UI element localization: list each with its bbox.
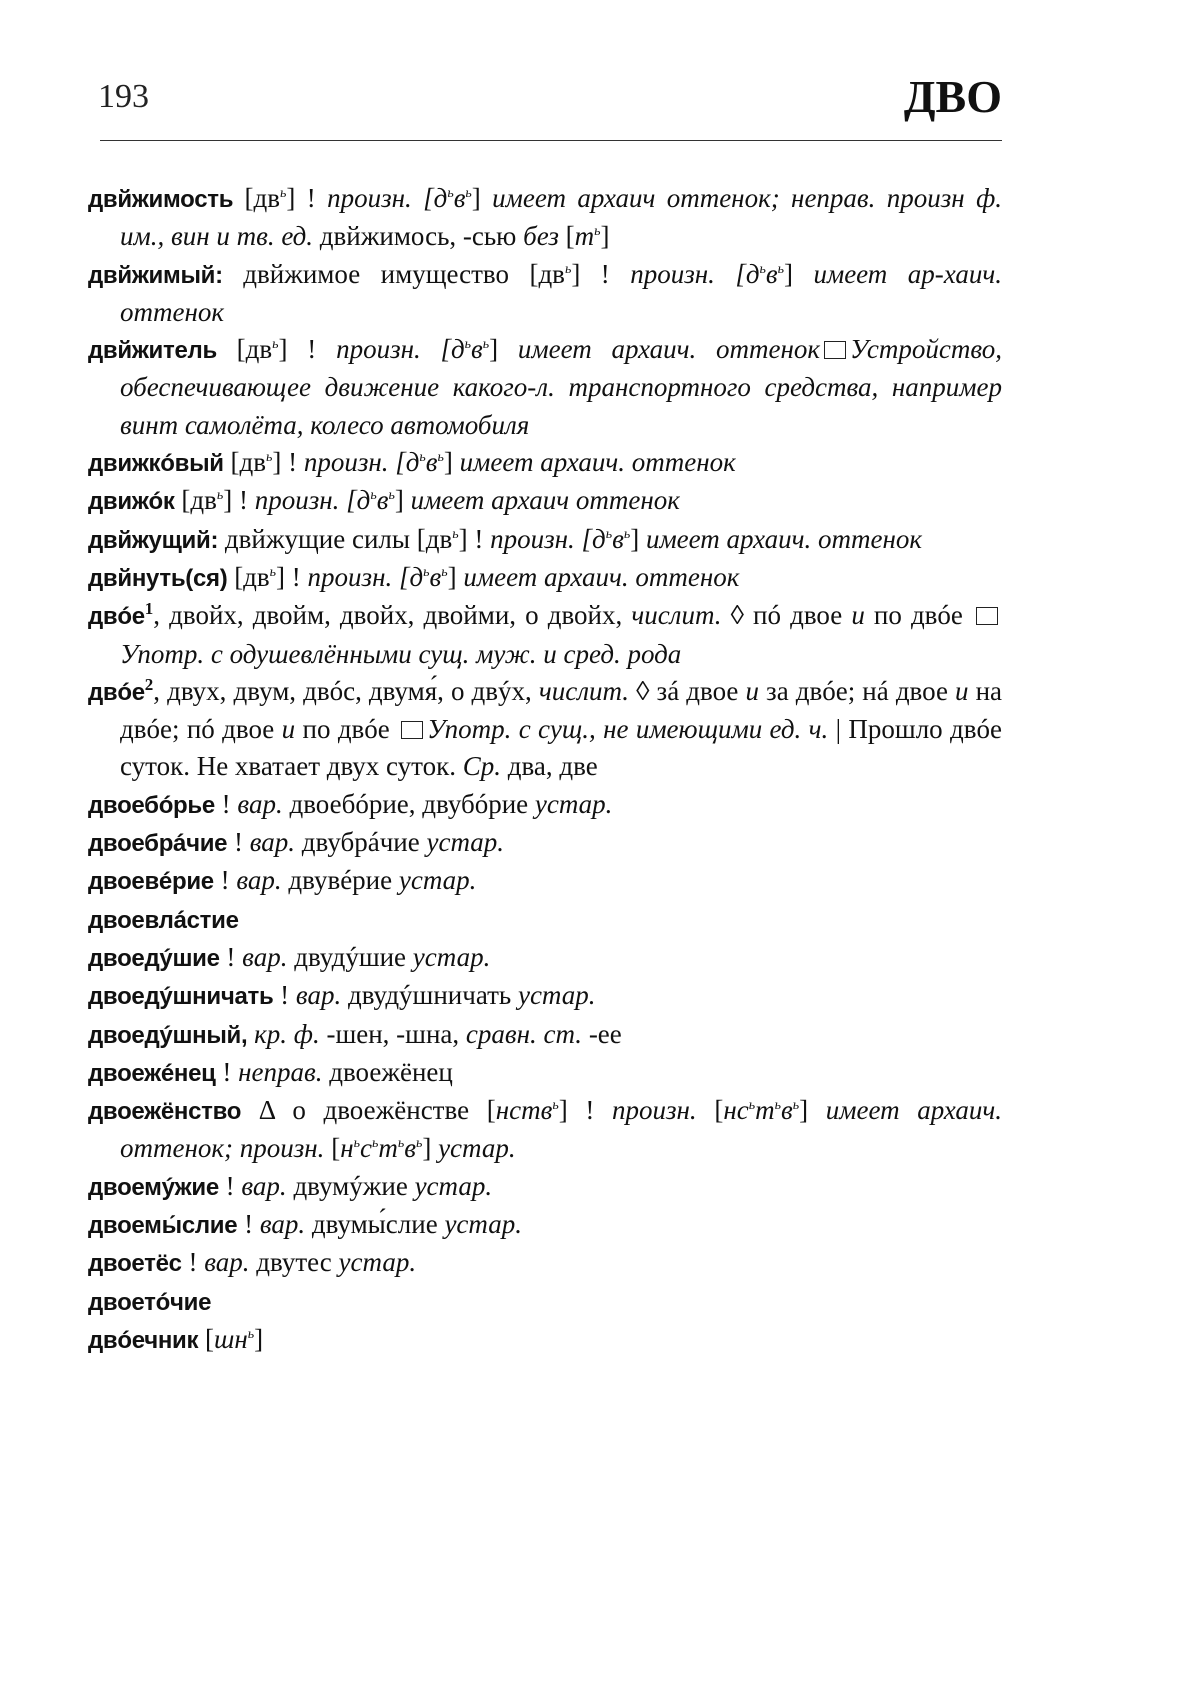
entry-headword: двоедýшный, — [88, 1021, 248, 1049]
entry-note-italic: имеет архаич. оттенок; произн. — [120, 1095, 1002, 1164]
entry-note-italic: т — [378, 1133, 398, 1164]
softness-mark: ь — [464, 337, 472, 353]
entry-headword: двйжитель — [88, 337, 217, 365]
dictionary-entry — [88, 824, 1002, 862]
entry-note-italic: т — [574, 221, 595, 252]
entry-text: ] ! — [223, 485, 255, 516]
entry-note-italic: имеет архаич. оттенок — [645, 523, 923, 554]
entry-headword: двоебóрье — [88, 791, 215, 819]
definition-box-icon — [401, 721, 423, 739]
entry-text: ◊ зá двое — [629, 675, 746, 706]
softness-mark: ь — [605, 526, 613, 542]
entry-headword: движкóвый — [88, 450, 224, 478]
entry-note-italic: в — [765, 258, 778, 289]
entry-headword: двоемы́слие — [88, 1212, 238, 1240]
dictionary-entry — [88, 977, 1002, 1015]
running-head: ДВО — [903, 71, 1002, 122]
entry-note-italic: произн. [д — [490, 523, 606, 554]
softness-mark: ь — [423, 564, 430, 580]
entry-text: [дв — [174, 485, 217, 516]
entry-text: двйжимое имущество [дв — [222, 258, 565, 289]
entry-text: двудýшничать — [341, 980, 518, 1011]
softness-mark: ь — [552, 1098, 559, 1114]
entry-text: двубрáчие — [295, 827, 427, 858]
entry-text: на двóе; пó двое — [120, 675, 1003, 745]
entry-text: два, две — [501, 751, 598, 782]
entry-text: двйжущие силы [дв — [218, 523, 453, 554]
entry-headword: двоетóчие — [88, 1288, 212, 1316]
entry-text: -шен, -шна, — [319, 1018, 466, 1049]
entry-note-italic: числит. — [631, 600, 722, 631]
dictionary-entry — [88, 559, 1002, 597]
entry-note-italic: нс — [723, 1095, 749, 1126]
page-number: 193 — [98, 78, 149, 115]
entry-text: ] ! — [558, 1095, 612, 1126]
entry-text: ] ! — [286, 183, 328, 213]
entry-text: ! — [227, 827, 250, 858]
entry-text: [ — [198, 1323, 214, 1354]
entry-note-italic: в — [376, 485, 389, 516]
softness-mark: ь — [447, 186, 454, 201]
entry-text: ] — [489, 334, 518, 365]
softness-mark: ь — [564, 261, 572, 277]
entry-note-italic: устар. — [444, 1209, 522, 1240]
entry-headword: двйжимость — [88, 186, 234, 213]
softness-mark: ь — [594, 224, 601, 240]
entry-text: ] ! — [276, 561, 308, 592]
entry-note-italic: нств — [495, 1095, 553, 1126]
definition-box-icon — [824, 341, 846, 359]
entry-headword: двóе — [88, 603, 145, 631]
entry-text: [дв — [223, 447, 266, 478]
entry-text: ] — [600, 221, 610, 252]
entry-note-italic: сравн. ст. — [465, 1018, 583, 1049]
entry-text: по двóе — [864, 600, 973, 631]
entry-headword: двоедýшничать — [88, 983, 274, 1011]
entry-headword: двоевéрие — [88, 868, 214, 896]
softness-mark: ь — [465, 186, 472, 201]
entry-text: ! — [237, 1209, 260, 1240]
entry-note-italic: и — [851, 600, 865, 631]
dictionary-entry — [88, 673, 1002, 786]
entry-text: двоебóрие, двубóрие — [282, 788, 535, 819]
dictionary-entry — [88, 939, 1002, 977]
entry-text: ] ! — [571, 258, 631, 289]
entry-text: [ — [324, 1133, 341, 1164]
dictionary-entry — [88, 1016, 1002, 1054]
dictionary-entry — [88, 1168, 1002, 1206]
entry-note-italic: произн. [д — [303, 447, 420, 478]
softness-mark: ь — [748, 1098, 756, 1114]
entry-note-italic: и — [281, 714, 296, 745]
entry-note-italic: н — [340, 1133, 354, 1164]
dictionary-entry — [88, 597, 1002, 673]
entry-text: ] ! — [458, 523, 491, 554]
entry-text: двумы́слие — [305, 1209, 445, 1240]
entry-note-italic: вар. — [249, 827, 296, 858]
entry-note-italic: имеет архаич оттенок; неправ. произн ф. им., вин и тв. ед. — [120, 183, 1002, 252]
entry-headword: двоетёс — [88, 1250, 182, 1278]
entry-note-italic: Употр. с одушевлёнными сущ. муж. и сред. рода — [120, 638, 682, 669]
entry-text: ] — [422, 1133, 439, 1164]
dictionary-entry — [88, 180, 1002, 256]
dictionary-entry — [88, 444, 1002, 482]
header-rule — [100, 140, 1002, 141]
entry-note-italic: вар. — [236, 865, 282, 896]
entry-note-italic: Устройство, обеспечивающее движение какого-л. транспортного средства, например винт самолёта, колесо автомобиля — [120, 334, 1002, 440]
entry-note-italic: в — [404, 1133, 416, 1164]
entry-text: [дв — [216, 334, 273, 365]
entry-note-italic: произн. [д — [630, 258, 760, 289]
softness-mark: ь — [265, 450, 273, 466]
entry-headword: двоебрáчие — [88, 830, 228, 858]
entry-note-italic: в — [429, 561, 442, 592]
softness-mark: ь — [777, 261, 785, 277]
entry-text: ] — [254, 1323, 264, 1354]
entry-text: по двóе — [295, 714, 398, 745]
dictionary-entry — [88, 482, 1002, 520]
entry-note-italic: имеет архаич оттенок — [410, 485, 680, 516]
entry-text: ] — [443, 447, 460, 478]
entry-note-italic: в — [425, 447, 438, 478]
dictionary-entry — [88, 1206, 1002, 1244]
homonym-number: 2 — [144, 674, 154, 694]
entry-text: ] — [799, 1095, 826, 1126]
entry-text: ] — [447, 561, 464, 592]
entry-text: Δ о двоежёнстве [ — [241, 1095, 496, 1126]
homonym-number: 1 — [144, 599, 154, 619]
entry-text: ! — [273, 980, 296, 1011]
dictionary-entry — [88, 256, 1002, 332]
entry-note-italic: т — [755, 1095, 775, 1126]
entry-text: ] — [630, 523, 646, 554]
dictionary-entry — [88, 1321, 1002, 1359]
entry-note-italic: устар. — [398, 865, 477, 896]
entry-note-italic: Употр. с сущ., не имеющими ед. ч. — [427, 714, 829, 745]
entry-note-italic: произн. — [612, 1095, 697, 1126]
softness-mark: ь — [437, 450, 444, 466]
entry-headword: двоежёнство — [88, 1098, 242, 1126]
entry-text: ] — [784, 258, 814, 289]
entry-headword: двоедýшие — [88, 944, 220, 972]
entry-note-italic: в — [471, 334, 483, 365]
entry-note-italic: устар. — [534, 788, 613, 819]
entry-note-italic: в — [453, 183, 466, 213]
softness-mark: ь — [792, 1098, 800, 1114]
entry-note-italic: и — [745, 675, 759, 706]
entry-text: -ее — [582, 1018, 622, 1049]
entry-text: ] ! — [278, 334, 337, 365]
softness-mark: ь — [247, 1326, 255, 1342]
entry-text: ! — [215, 1056, 239, 1087]
entry-note-italic: кр. ф. — [254, 1018, 320, 1049]
entry-note-italic: произн. [д — [254, 485, 371, 516]
entry-note-italic: вар. — [259, 1209, 306, 1240]
entry-note-italic: с — [359, 1133, 372, 1164]
softness-mark: ь — [272, 337, 279, 353]
entry-note-italic: вар. — [295, 980, 342, 1011]
softness-mark: ь — [759, 261, 766, 277]
dictionary-entry — [88, 1244, 1002, 1282]
entry-text: ] — [471, 183, 493, 213]
entry-text: ! — [213, 865, 237, 896]
entry-note-italic: имеет архаич. оттенок — [459, 447, 736, 478]
entry-text: двудýшие — [287, 941, 413, 972]
softness-mark: ь — [216, 488, 224, 504]
dictionary-entry — [88, 521, 1002, 559]
entry-text: ◊ пó двое — [721, 600, 852, 631]
entry-text: [ — [696, 1095, 724, 1126]
entry-text: двйжимось, -сью — [313, 221, 524, 252]
softness-mark: ь — [419, 450, 426, 466]
softness-mark: ь — [353, 1136, 360, 1152]
entry-note-italic: Ср. — [462, 751, 502, 782]
softness-mark: ь — [388, 488, 395, 504]
softness-mark: ь — [774, 1098, 781, 1114]
dictionary-entry — [88, 862, 1002, 900]
entry-text: ] — [394, 485, 411, 516]
entry-note-italic: произн. [д — [307, 561, 424, 592]
entry-headword: двоемýжие — [88, 1173, 219, 1201]
entry-text: , двойх, двойм, двойх, двойми, о двойх, — [153, 600, 632, 631]
entry-note-italic: в — [612, 523, 624, 554]
dictionary-entry — [88, 1092, 1002, 1168]
softness-mark: ь — [415, 1136, 423, 1152]
entry-note-italic: вар. — [204, 1247, 250, 1278]
entry-text: [дв — [233, 183, 280, 213]
entry-note-italic: и — [955, 675, 969, 706]
entry-text: двутес — [249, 1247, 339, 1278]
entry-text: двоежёнец — [322, 1056, 453, 1087]
entry-note-italic: неправ. — [238, 1056, 323, 1087]
entry-note-italic: вар. — [237, 788, 283, 819]
dictionary-entry — [88, 901, 1002, 939]
entry-headword: двйнуть(ся) — [88, 564, 228, 592]
entry-note-italic: устар. — [517, 980, 596, 1011]
entry-note-italic: в — [780, 1095, 793, 1126]
entry-headword: двйжимый: — [88, 261, 223, 289]
entry-text: двувéрие — [281, 865, 399, 896]
softness-mark: ь — [441, 564, 448, 580]
entry-text: , двух, двум, двóс, двумя́, о двýх, — [153, 675, 539, 706]
softness-mark: ь — [452, 526, 459, 542]
entry-text: ] ! — [272, 447, 304, 478]
entry-note-italic: числит. — [538, 675, 630, 706]
softness-mark: ь — [280, 186, 287, 201]
dictionary-entry — [88, 331, 1002, 444]
softness-mark: ь — [370, 488, 377, 504]
entry-note-italic: вар. — [241, 1170, 287, 1201]
entry-note-italic: устар. — [412, 941, 491, 972]
entry-note-italic: устар. — [414, 1170, 493, 1201]
entry-text: ! — [218, 1170, 242, 1201]
entry-note-italic: устар. — [338, 1247, 417, 1278]
softness-mark: ь — [397, 1136, 405, 1152]
entry-headword: двоежéнец — [88, 1059, 216, 1087]
entry-headword: двоевлáстие — [88, 906, 239, 934]
entry-text: | Прошло двóе суток. Не хватает двух суток. — [120, 714, 1003, 782]
entry-text: [дв — [227, 561, 270, 592]
entry-note-italic: без — [523, 221, 559, 252]
entry-text: [ — [558, 221, 575, 252]
entry-text: двумýжие — [286, 1170, 415, 1201]
dictionary-entries — [88, 180, 1002, 1359]
entry-headword: двóечник — [88, 1326, 199, 1354]
entry-note-italic: произн. [д — [327, 183, 448, 213]
dictionary-entry — [88, 1283, 1002, 1321]
entry-headword: двóе — [88, 678, 145, 706]
entry-note-italic: имеет архаич. оттенок — [517, 334, 821, 365]
softness-mark: ь — [269, 564, 277, 580]
softness-mark: ь — [371, 1136, 379, 1152]
definition-box-icon — [976, 607, 998, 625]
entry-note-italic: имеет ар-хаич. оттенок — [120, 258, 1003, 327]
softness-mark: ь — [482, 337, 490, 353]
entry-note-italic: произн. [д — [336, 334, 465, 365]
entry-note-italic: вар. — [242, 941, 288, 972]
entry-text: за двóе; нá двое — [758, 675, 956, 706]
entry-note-italic: устар. — [438, 1133, 516, 1164]
entry-text: ! — [219, 941, 243, 972]
entry-headword: движóк — [88, 488, 175, 516]
entry-text: ! — [214, 788, 238, 819]
entry-note-italic: шн — [213, 1323, 248, 1354]
softness-mark: ь — [623, 526, 631, 542]
dictionary-entry — [88, 1054, 1002, 1092]
entry-note-italic: устар. — [426, 827, 505, 858]
entry-headword: двйжущий: — [88, 526, 219, 554]
dictionary-entry — [88, 786, 1002, 824]
entry-text: ! — [181, 1247, 205, 1278]
entry-note-italic: имеет архаич. оттенок — [463, 561, 740, 592]
